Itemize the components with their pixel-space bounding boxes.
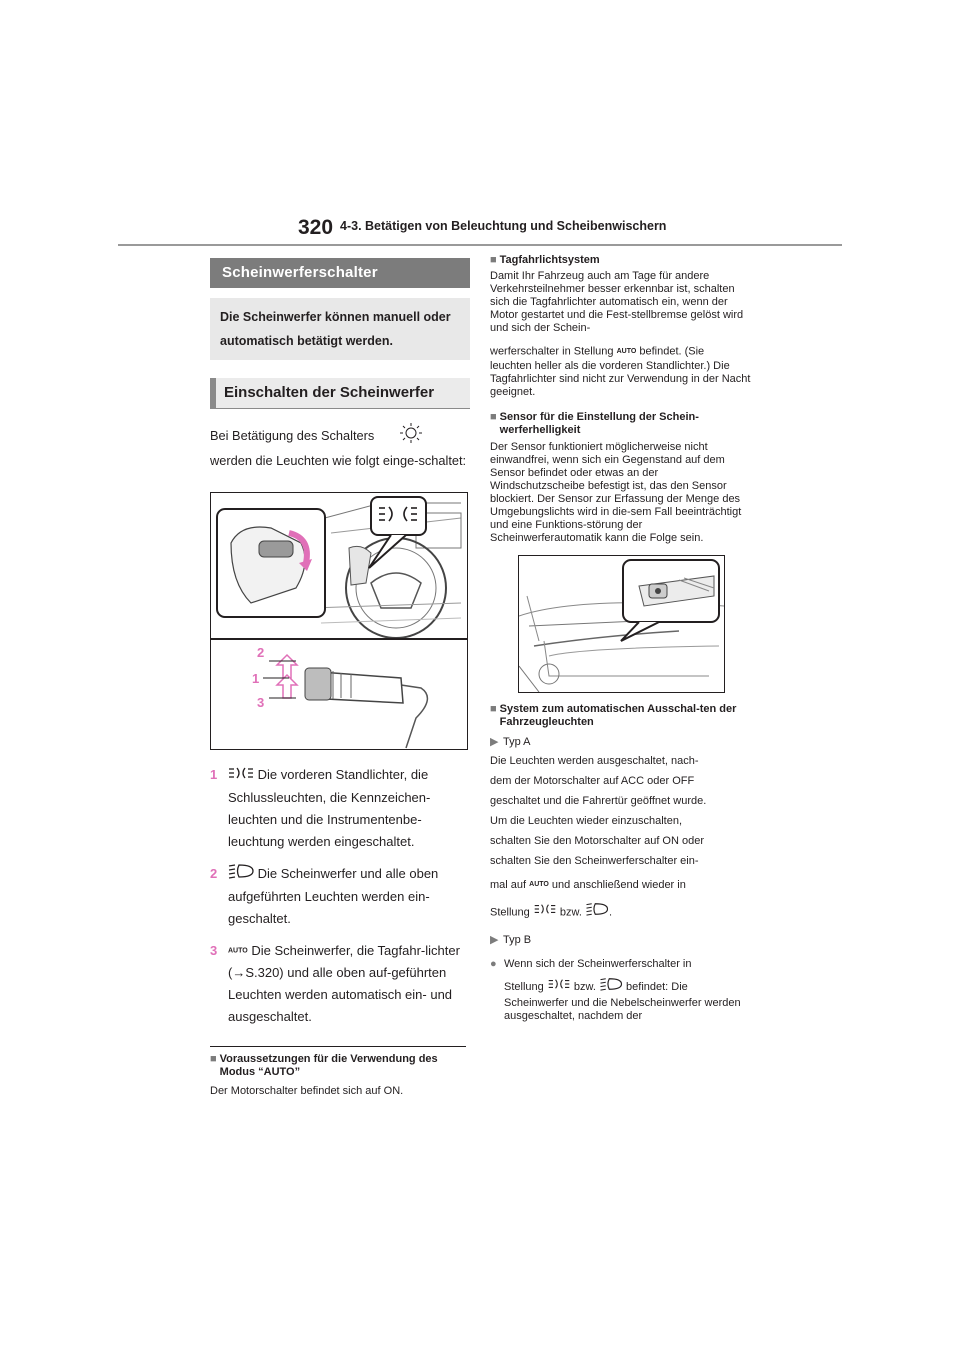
headlight-icon [585, 902, 609, 923]
sensor-illustration [519, 556, 724, 692]
list-item [210, 764, 470, 853]
square-bullet-icon: ■ [490, 411, 497, 424]
drl-body-2a: werferschalter in Stellung [490, 345, 614, 358]
sensor-title-text: Sensor für die Einstellung der Schein-werferhelligkeit [499, 411, 699, 437]
intro-text-b: werden die Leuchten wie folgt einge-schaltet: [210, 453, 467, 468]
type-b-item [490, 955, 752, 1023]
item-text: Die Scheinwerfer, die Tagfahr-lichter (→S.320) und alle oben auf-geführten Leuchten werden automatisch ein- und ausgeschaltet. [228, 942, 460, 1025]
right-column [490, 254, 752, 1023]
drl-title [490, 254, 752, 267]
a-line8c: . [608, 905, 613, 918]
item-text: Die Scheinwerfer und alle oben aufgeführten Leuchten werden ein-geschaltet. [228, 865, 439, 926]
auto-icon: AUTO [228, 947, 248, 955]
summary-box: Die Scheinwerfer können manuell oder automatisch betätigt werden. [210, 298, 470, 360]
figure-label-3: 3 [257, 695, 265, 710]
type-a-line: schalten Sie den Scheinwerferschalter ein- [490, 855, 699, 868]
b-line3: Scheinwerfer und die Nebelscheinwerfer werden ausgeschaltet, nachdem der [504, 996, 741, 1022]
headlight-switch-illustration [211, 493, 467, 749]
main-title: Scheinwerferschalter [210, 258, 470, 288]
b-line2 [504, 977, 752, 997]
headlight-switch-figure [210, 492, 468, 750]
auto-note-title-text: Voraussetzungen für die Verwendung des Modus “AUTO” [219, 1053, 438, 1079]
square-bullet-icon: ■ [210, 1053, 217, 1066]
type-a-label [490, 733, 752, 751]
drl-body-2b: befindet. (Sie [639, 345, 705, 358]
drl-body-3: leuchten heller als die vorderen Standlichter.) Die Tagfahrlichter sind nicht zur Verwendung in der Nacht geeignet. [490, 360, 751, 399]
header-rule [118, 244, 842, 246]
type-b-text: Typ B [503, 933, 532, 946]
type-a-line [490, 875, 752, 895]
item-text: Die vorderen Standlichter, die Schlussleuchten, die Kennzeichen-leuchten und die Instrumentenbe-leuchtung werden eingeschaltet. [228, 767, 431, 849]
figure-label-1: 1 [252, 671, 260, 686]
type-b-label [490, 931, 752, 949]
sensor-title [490, 411, 752, 437]
type-a-text: Typ A [503, 736, 531, 749]
square-bullet-icon: ■ [490, 254, 497, 266]
triangle-bullet-icon: ▶ [490, 933, 499, 946]
auto-note-body: Der Motorschalter befindet sich auf ON. [210, 1085, 404, 1098]
type-a-line: geschaltet und die Fahrertür geöffnet wurde. [490, 795, 707, 808]
sensor-figure [518, 555, 725, 693]
autooff-title-text: System zum automatischen Ausschal-ten der Fahrzeugleuchten [499, 703, 737, 729]
a-line8b: bzw. [559, 905, 582, 918]
drl-title-text: Tagfahrlichtsystem [499, 254, 600, 266]
section-title: Einschalten der Scheinwerfer [210, 378, 470, 409]
a-line7a: mal auf [490, 879, 527, 892]
circle-bullet-icon: ● [490, 957, 497, 970]
intro-text [210, 423, 470, 472]
a-line8a: Stellung [490, 905, 530, 918]
type-a-line: Um die Leuchten wieder einzuschalten, [490, 815, 683, 828]
b-line2a: Stellung [504, 980, 544, 993]
type-a-line [490, 902, 752, 923]
a-line7b: und anschließend wieder in [551, 879, 686, 892]
headlight-icon [599, 977, 623, 997]
parking-light-icon [228, 765, 254, 787]
drl-body-1: Damit Ihr Fahrzeug auch am Tage für andere Verkehrsteilnehmer besser erkennbar ist, schalten sich die Tagfahrlichter automatisch ein, wenn der Motor gestartet und die Fest-stellbremse gelöst wird und sich der Schein- [490, 270, 744, 334]
item-number: 3 [210, 942, 218, 958]
b-line1: Wenn sich der Scheinwerferschalter in [504, 957, 692, 970]
auto-icon: AUTO [616, 348, 637, 355]
item-number: 2 [210, 865, 218, 881]
parking-light-icon [533, 902, 557, 922]
auto-icon: AUTO [529, 881, 549, 889]
auto-note-title [210, 1053, 470, 1079]
parking-light-icon [547, 978, 571, 996]
triangle-bullet-icon: ▶ [490, 736, 499, 749]
list-item [210, 940, 470, 1029]
chapter-title: 4-3. Betätigen von Beleuchtung und Scheibenwischern [340, 219, 667, 233]
figure-label-2: 2 [257, 645, 265, 660]
notes-rule [210, 1046, 466, 1047]
headlight-icon [228, 863, 254, 886]
type-a-line: Die Leuchten werden ausgeschaltet, nach- [490, 755, 699, 768]
page-number: 320 [298, 216, 334, 239]
autooff-title [490, 703, 752, 729]
drl-body-2 [490, 345, 752, 358]
b-line2b: bzw. [573, 980, 596, 993]
b-line2c: befindet: Die [626, 980, 688, 993]
type-a-line: schalten Sie den Motorschalter auf ON oder [490, 835, 705, 848]
light-switch-icon [398, 423, 424, 450]
type-a-line: dem der Motorschalter auf ACC oder OFF [490, 775, 695, 788]
intro-text-a: Bei Betätigung des Schalters [210, 427, 375, 443]
square-bullet-icon: ■ [490, 703, 497, 716]
item-number: 1 [210, 767, 218, 782]
list-item [210, 863, 470, 930]
left-column [210, 258, 470, 1098]
sensor-body: Der Sensor funktioniert möglicherweise nicht einwandfrei, wenn sich ein Gegenstand auf dem Sensor befindet oder etwas an der Windschutzscheibe befestigt ist, das den Sensor blockiert. Der Sensor zur Erfassung der Menge des Umgebungslichts wird in die-sem Fall beeinträchtigt und eine Funktions-störung der Scheinwerferautomatik kann die Folge sein. [490, 441, 742, 545]
switch-position-list [210, 764, 470, 1028]
